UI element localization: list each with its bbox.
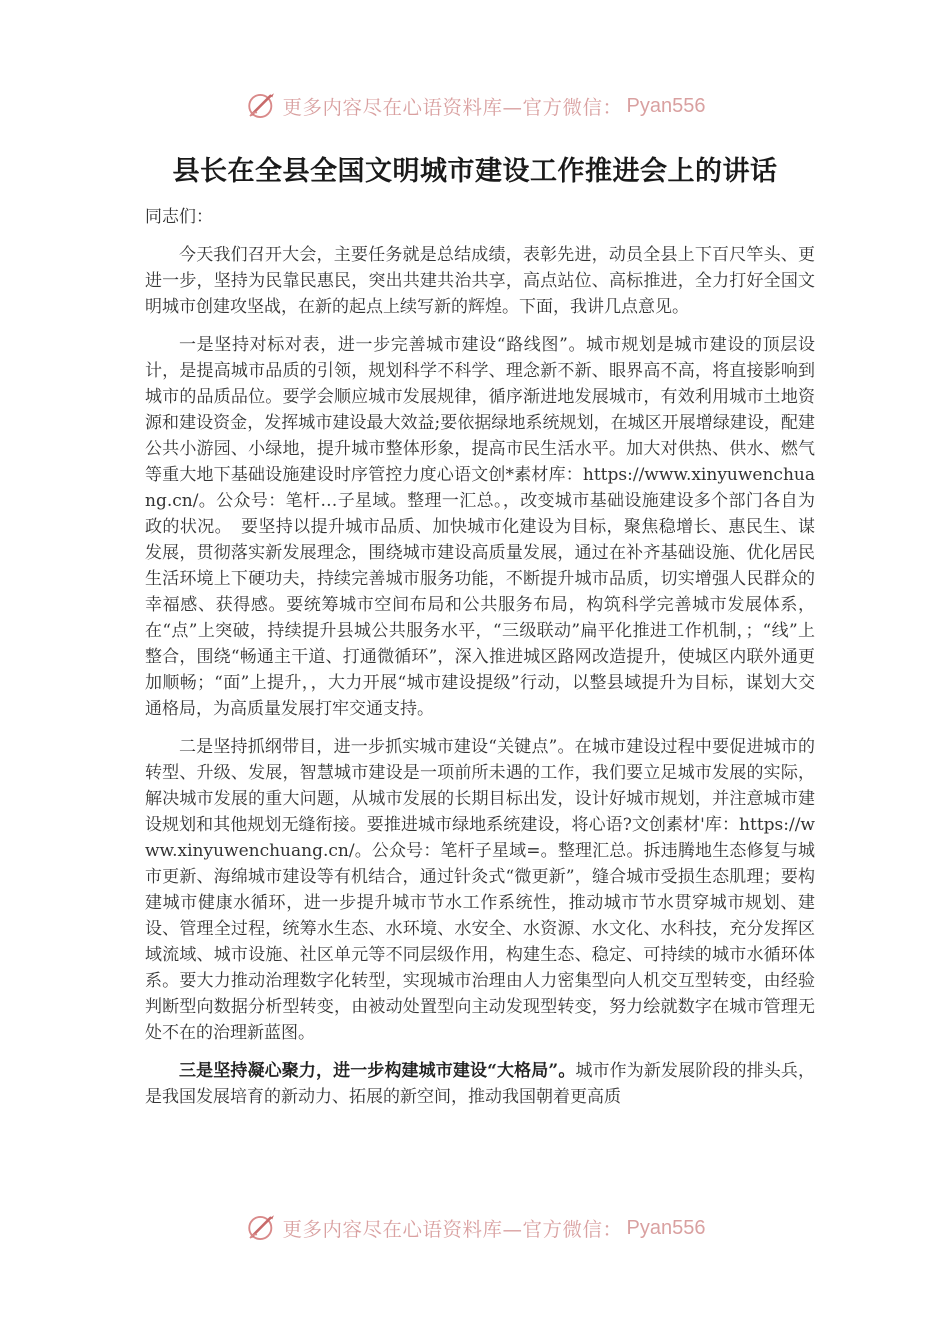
intro-paragraph: 今天我们召开大会，主要任务就是总结成绩，表彰先进，动员全县上下百尺竿头、更进一步，坚持为民靠民惠民，突出共建共治共享，高点站位、高标推进，全力打好全国文明城市创建攻坚战，在新的起点上续写新的辉煌。下面，我讲几点意见。	[145, 245, 815, 317]
footer-banner	[0, 1208, 950, 1248]
banner-text: 更多内容尽在心语资料库—官方微信：	[282, 96, 623, 119]
pen-logo-icon	[245, 89, 279, 123]
section-3-heading: 三是坚持凝心聚力，进一步构建城市建设“大格局”。	[179, 1061, 576, 1081]
section-3-body: 城市作为新发展阶段的排头兵，是我国发展培育的新动力、拓展的新空间，推动我国朝着更高质	[145, 1061, 815, 1107]
section-1-paragraph: 一是坚持对标对表，进一步完善城市建设“路线图”。城市规划是城市建设的顶层设计，是提高城市品质的引领，规划科学不科学、理念新不新、眼界高不高，将直接影响到城市的品质品位。要学会顺应城市发展规律，循序渐进地发展城市，有效利用城市土地资源和建设资金，发挥城市建设最大效益;要依据绿地系统规划，在城区开展增绿建设，配建公共小游园、小绿地，提升城市整体形象，提高市民生活水平。加大对供热、供水、燃气等重大地下基础设施建设时序管控力度心语文创*素材库：https://www.xinyuwenchuang.cn/。公众号：笔杆…子星域。整理一汇总。，改变城市基础设施建设多个部门各自为政的状况。 要坚持以提升城市品质、加快城市化建设为目标，聚焦稳增长、惠民生、谋发展，贯彻落实新发展理念，围绕城市建设高质量发展，通过在补齐基础设施、优化居民生活环境上下硬功夫，持续完善城市服务功能，不断提升城市品质，切实增强人民群众的幸福感、获得感。要统筹城市空间布局和公共服务布局，构筑科学完善城市发展体系，在“点”上突破，持续提升县城公共服务水平，“三级联动”扁平化推进工作机制，；“线”上整合，围绕“畅通主干道、打通微循环”，深入推进城区路网改造提升，使城区内联外通更加顺畅；“面”上提升，，大力开展“城市建设提级”行动，以整县域提升为目标，谋划大交通格局，为高质量发展打牢交通支持。	[145, 335, 815, 719]
pen-logo-icon	[245, 1211, 279, 1245]
document-body	[145, 204, 815, 1122]
banner-text: 更多内容尽在心语资料库—官方微信：	[282, 1218, 623, 1241]
wechat-id: Pyan556	[626, 94, 706, 117]
wechat-id: Pyan556	[626, 1216, 706, 1239]
salutation: 同志们：	[145, 207, 213, 227]
section-3-paragraph	[145, 1058, 815, 1110]
section-2-paragraph: 二是坚持抓纲带目，进一步抓实城市建设“关键点”。在城市建设过程中要促进城市的转型、升级、发展，智慧城市建设是一项前所未遇的工作，我们要立足城市发展的实际，解决城市发展的重大问题，从城市发展的长期目标出发，设计好城市规划，并注意城市建设规划和其他规划无缝衔接。要推进城市绿地系统建设，将心语?文创素材'库：https://www.xinyuwenchuang.cn/。公众号：笔杆子星域=。整理汇总。拆违腾地生态修复与城市更新、海绵城市建设等有机结合，通过针灸式“微更新”，缝合城市受损生态肌理；要构建城市健康水循环，进一步提升城市节水工作系统性，推动城市节水贯穿城市规划、建设、管理全过程，统筹水生态、水环境、水安全、水资源、水文化、水科技，充分发挥区域流域、城市设施、社区单元等不同层级作用，构建生态、稳定、可持续的城市水循环体系。要大力推动治理数字化转型，实现城市治理由人力密集型向人机交互型转变，由经验判断型向数据分析型转变，由被动处置型向主动发现型转变，努力绘就数字在城市管理无处不在的治理新蓝图。	[145, 737, 815, 1043]
document-title: 县长在全县全国文明城市建设工作推进会上的讲话	[172, 156, 778, 187]
header-banner	[0, 86, 950, 126]
